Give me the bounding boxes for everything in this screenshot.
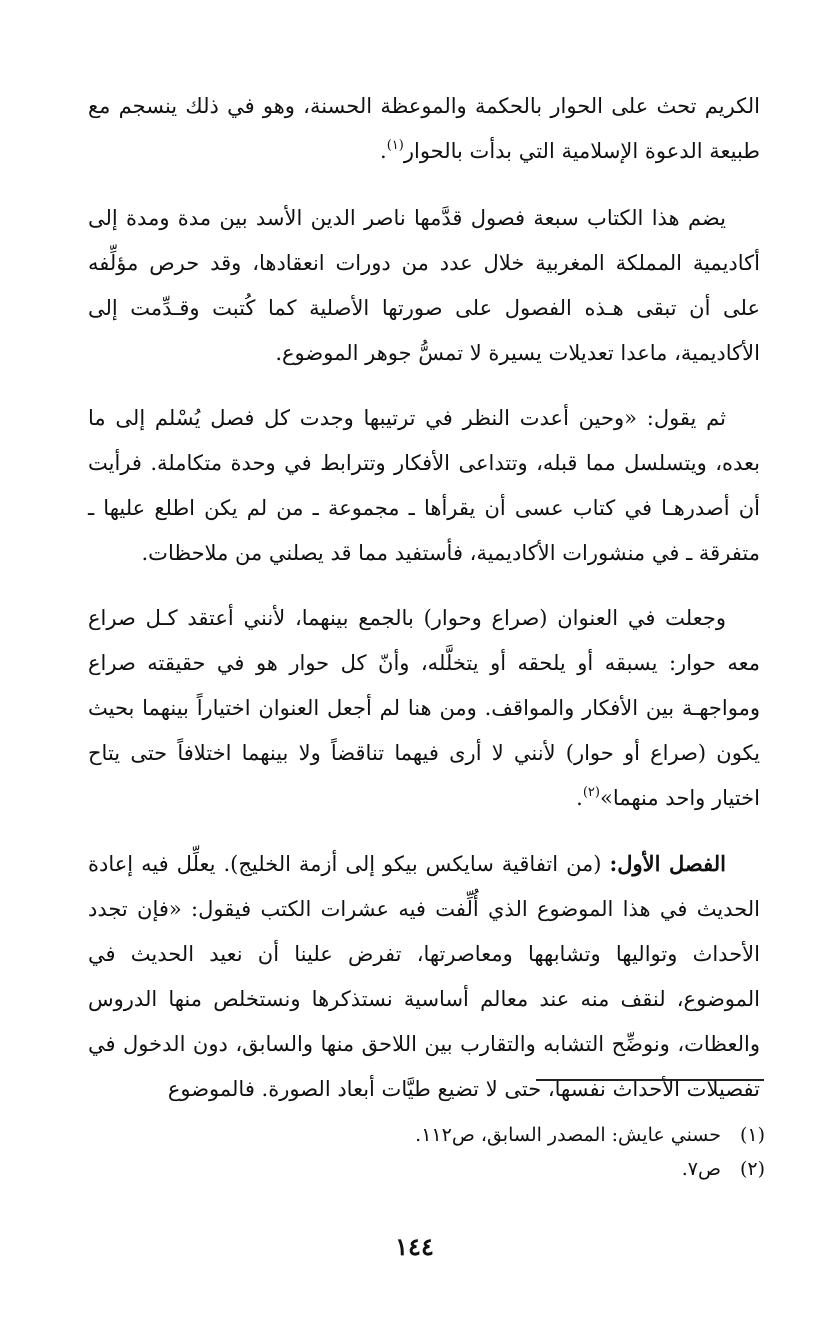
- paragraph-4-tail: .: [576, 786, 583, 810]
- paragraph-2-text: يضم هذا الكتاب سبعة فصول قدَّمها ناصر الدين الأسد بين مدة ومدة إلى أكاديمية المملكة المغربية خلال عدد من دورات انعقادها، وقد حرص مؤلِّفه على أن تبقى هـذه الفصول على صورتها الأصلية كما كُتبت وقـدِّمت إلى الأكاديمية، ماعدا تعديلات يسيرة لا تمسُّ جوهر الموضوع.: [88, 206, 760, 365]
- footnote-1-text: حسني عايش: المصدر السابق، ص١١٢.: [415, 1124, 721, 1146]
- footnote-1: [165, 1118, 765, 1152]
- footnote-2-number: (٢): [739, 1158, 765, 1180]
- footnote-divider: [536, 1079, 764, 1081]
- paragraph-4: [88, 596, 760, 821]
- page-number: ١٤٤: [395, 1232, 434, 1261]
- body-text: [88, 84, 760, 1132]
- footnote-1-number: (١): [739, 1124, 765, 1146]
- paragraph-1-text: الكريم تحث على الحوار بالحكمة والموعظة الحسنة، وهو في ذلك ينسجم مع طبيعة الدعوة الإسلامية التي بدأت بالحوار: [88, 94, 760, 163]
- footnotes: [165, 1118, 765, 1186]
- footnote-ref-1: (١): [386, 138, 404, 153]
- chapter-one-label: الفصل الأول:: [609, 851, 726, 876]
- footnote-2-text: ص٧.: [681, 1158, 721, 1180]
- paragraph-5: [88, 841, 760, 1112]
- paragraph-2: [88, 196, 760, 376]
- paragraph-5-text: (من اتفاقية سايكس بيكو إلى أزمة الخليج). يعلِّل فيه إعادة الحديث في هذا الموضوع الذي أُلِّفت فيه عشرات الكتب فيقول: «فإن تجدد الأحداث وتواليها وتشابهها ومعاصرتها، تفرض علينا أن نعيد الحديث في الموضوع، لنقف منه عند معالم أساسية نستذكرها ونستخلص منها الدروس والعظات، ونوضِّح التشابه والتقارب بين اللاحق منها والسابق، دون الدخول في تفصيلات الأحداث نفسها، حتى لا تضيع طيَّات أبعاد الصورة. فالموضوع: [88, 852, 760, 1101]
- paragraph-3: [88, 396, 760, 576]
- paragraph-1-tail: .: [380, 139, 387, 163]
- paragraph-1: [88, 84, 760, 174]
- footnote-ref-2: (٢): [582, 785, 600, 800]
- paragraph-3-text: ثم يقول: «وحين أعدت النظر في ترتيبها وجدت كل فصل يُسْلم إلى ما بعده، ويتسلسل مما قبله، وتتداعى الأفكار وتترابط في وحدة متكاملة. فرأيت أن أصدرهـا في كتاب عسى أن يقرأها ـ مجموعة ـ من لم يكن اطلع عليها ـ متفرقة ـ في منشورات الأكاديمية، فأستفيد مما قد يصلني من ملاحظات.: [88, 406, 760, 565]
- paragraph-4-text: وجعلت في العنوان (صراع وحوار) بالجمع بينهما، لأنني أعتقد كـل صراع معه حوار: يسبقه أو يلحقه أو يتخلَّله، وأنّ كل حوار هو في حقيقته صراع ومواجهـة بين الأفكار والمواقف. ومن هنا لم أجعل العنوان اختياراً بينهما بحيث يكون (صراع أو حوار) لأنني لا أرى فيهما تناقضاً ولا بينهما اختلافاً حتى يتاح اختيار واحد منهما»: [88, 606, 760, 810]
- footnote-2: [165, 1152, 765, 1186]
